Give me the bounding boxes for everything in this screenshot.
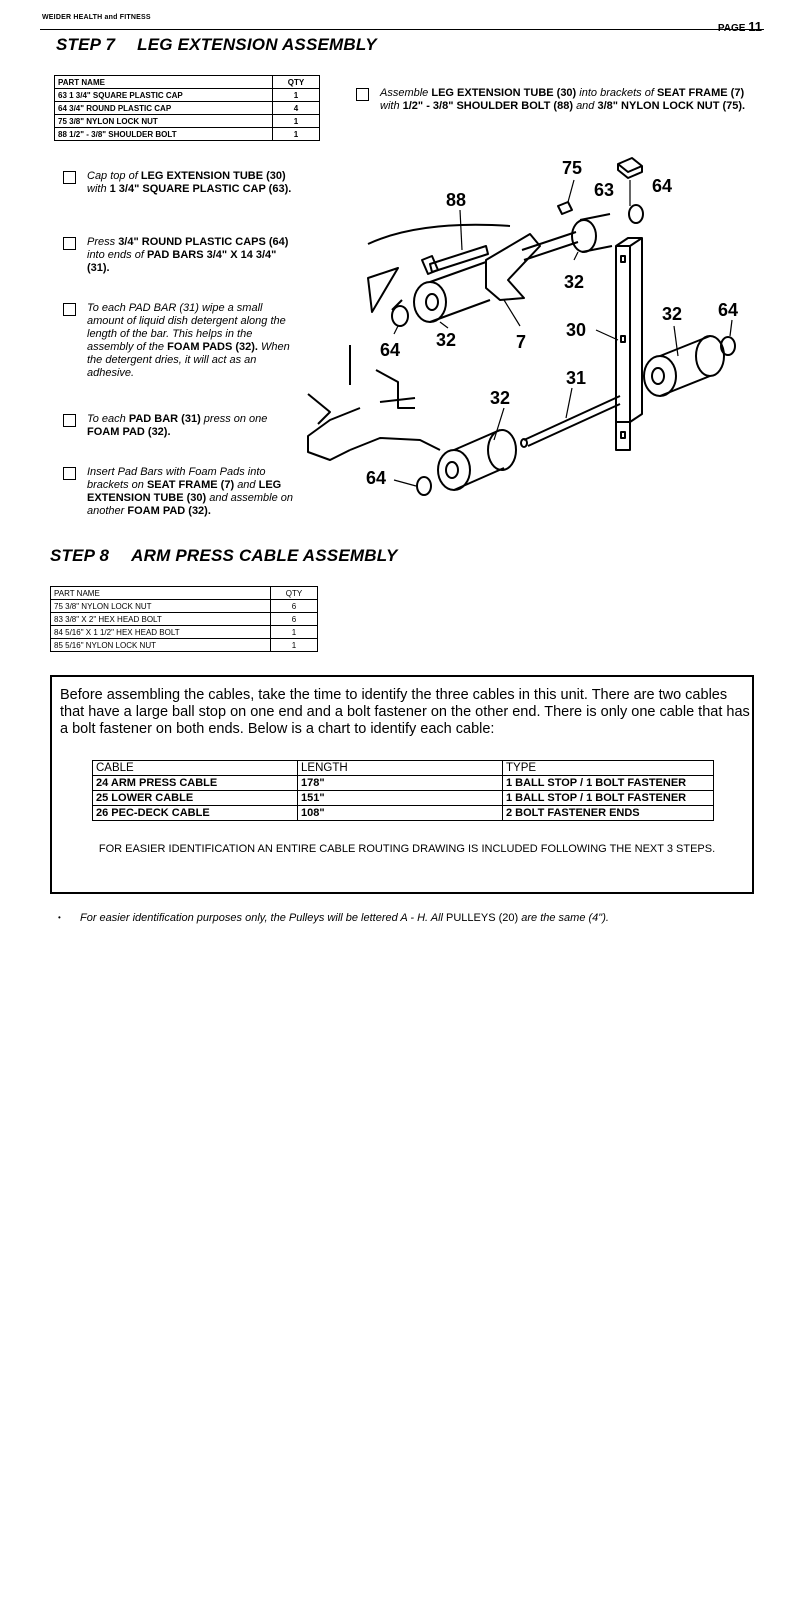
tube-hole bbox=[621, 256, 625, 262]
foam-pad bbox=[572, 220, 596, 252]
step7-title: LEG EXTENSION ASSEMBLY bbox=[137, 35, 377, 54]
leader-line bbox=[566, 388, 572, 418]
leader-line bbox=[596, 330, 618, 340]
leader-line bbox=[394, 480, 416, 486]
callout-32: 32 bbox=[436, 330, 457, 350]
checkbox[interactable] bbox=[63, 303, 76, 316]
cable-type: 1 BALL STOP / 1 BOLT FASTENER bbox=[503, 776, 714, 791]
table-row bbox=[93, 791, 714, 806]
square-cap bbox=[618, 158, 642, 172]
pad-bar-end bbox=[521, 439, 527, 447]
instruction-assemble: Assemble LEG EXTENSION TUBE (30) into brackets of SEAT FRAME (7) with 1/2" - 3/8" SHOULDER BOLT (88) and 3/8" NYLON LOCK NUT (75). bbox=[380, 87, 748, 113]
table-row bbox=[55, 102, 320, 115]
step8-number: STEP 8 bbox=[50, 546, 110, 565]
part-name: 75 3/8" NYLON LOCK NUT bbox=[51, 600, 271, 613]
step7-number: STEP 7 bbox=[56, 35, 116, 54]
part-qty: 1 bbox=[273, 128, 320, 141]
leader-line bbox=[504, 300, 520, 326]
brand-name: WEIDER HEALTH and FITNESS bbox=[42, 14, 151, 21]
cable-info-text: Before assembling the cables, take the time to identify the three cables in this unit. There are two cables that have a large ball stop on one end and a bolt fastener on the other end. There is only one cable that has a bolt fastener on both ends. Below is a chart to identify each cable: bbox=[60, 687, 750, 737]
table-header: QTY bbox=[271, 587, 318, 600]
table-header: CABLE bbox=[93, 761, 298, 776]
step8-title: ARM PRESS CABLE ASSEMBLY bbox=[131, 546, 398, 565]
instruction-wipe: To each PAD BAR (31) wipe a small amount of liquid dish detergent along the length of the bar. This helps in the assembly of the FOAM PADS (32). When the detergent dries, it will act as an adhesive. bbox=[87, 302, 299, 380]
shoulder-bolt bbox=[430, 246, 488, 272]
leg-extension-diagram bbox=[290, 150, 770, 530]
bullet: • bbox=[58, 913, 61, 922]
part-name: 75 3/8" NYLON LOCK NUT bbox=[55, 115, 273, 128]
table-header: TYPE bbox=[503, 761, 714, 776]
pad-end bbox=[426, 294, 438, 310]
cable-routing-note: FOR EASIER IDENTIFICATION AN ENTIRE CABLE ROUTING DRAWING IS INCLUDED FOLLOWING THE NEXT 3 STEPS. bbox=[98, 843, 716, 855]
leader-line bbox=[440, 322, 448, 328]
cable-name: 26 PEC-DECK CABLE bbox=[93, 806, 298, 821]
step7-parts-table bbox=[54, 75, 320, 141]
table-row bbox=[55, 89, 320, 102]
cable-table bbox=[92, 760, 714, 821]
checkbox[interactable] bbox=[63, 414, 76, 427]
tube-hole bbox=[621, 432, 625, 438]
part-qty: 6 bbox=[271, 613, 318, 626]
table-row bbox=[55, 128, 320, 141]
frame-bracket bbox=[368, 268, 398, 312]
foam-pad bbox=[454, 430, 504, 490]
cable-type: 1 BALL STOP / 1 BOLT FASTENER bbox=[503, 791, 714, 806]
table-header: PART NAME bbox=[51, 587, 271, 600]
leader-line bbox=[730, 320, 732, 336]
foam-pad bbox=[488, 430, 516, 470]
leader-line bbox=[574, 252, 578, 260]
leader-line bbox=[674, 326, 678, 356]
callout-75: 75 bbox=[562, 158, 583, 178]
callout-32: 32 bbox=[662, 304, 683, 324]
table-row bbox=[51, 600, 318, 613]
checkbox[interactable] bbox=[63, 171, 76, 184]
step7-heading bbox=[56, 35, 377, 55]
tube-end bbox=[616, 422, 630, 450]
part-qty: 4 bbox=[273, 102, 320, 115]
cable-length: 151" bbox=[298, 791, 503, 806]
instruction-pad: To each PAD BAR (31) press on one FOAM PAD (32). bbox=[87, 413, 299, 439]
callout-88: 88 bbox=[446, 190, 467, 210]
header-rule bbox=[40, 29, 764, 30]
part-qty: 1 bbox=[273, 89, 320, 102]
checkbox[interactable] bbox=[63, 467, 76, 480]
table-header: LENGTH bbox=[298, 761, 503, 776]
table-header-row bbox=[55, 76, 320, 89]
part-qty: 1 bbox=[271, 639, 318, 652]
foam-pad bbox=[644, 356, 676, 396]
table-header-row bbox=[51, 587, 318, 600]
table-header-row bbox=[93, 761, 714, 776]
instruction-press: Press 3/4" ROUND PLASTIC CAPS (64) into ends of PAD BARS 3/4" X 14 3/4" (31). bbox=[87, 236, 299, 275]
callout-32: 32 bbox=[564, 272, 585, 292]
callout-64: 64 bbox=[380, 340, 401, 360]
table-row bbox=[93, 806, 714, 821]
round-cap bbox=[629, 205, 643, 223]
frame-line bbox=[308, 408, 360, 460]
table-header: PART NAME bbox=[55, 76, 273, 89]
foam-pad bbox=[696, 336, 724, 376]
callout-64: 64 bbox=[718, 300, 739, 320]
leg-extension-tube bbox=[616, 238, 642, 246]
table-row bbox=[51, 613, 318, 626]
leader-line bbox=[568, 180, 574, 202]
callout-30: 30 bbox=[566, 320, 587, 340]
pulley-note: For easier identification purposes only, the Pulleys will be lettered A - H. All PULLEYS (20) are the same (4"). bbox=[80, 912, 609, 924]
lock-nut bbox=[558, 202, 572, 214]
callout-64: 64 bbox=[652, 176, 673, 196]
instruction-cap: Cap top of LEG EXTENSION TUBE (30) with 1 3/4" SQUARE PLASTIC CAP (63). bbox=[87, 170, 299, 196]
leg-extension-tube bbox=[630, 238, 642, 422]
cable-type: 2 BOLT FASTENER ENDS bbox=[503, 806, 714, 821]
step8-parts-table bbox=[50, 586, 318, 652]
callout-32: 32 bbox=[490, 388, 511, 408]
step8-heading bbox=[50, 546, 398, 566]
page-number-value: 11 bbox=[748, 19, 762, 34]
callout-63: 63 bbox=[594, 180, 615, 200]
leader-line bbox=[460, 210, 462, 250]
part-name: 84 5/16" X 1 1/2" HEX HEAD BOLT bbox=[51, 626, 271, 639]
foam-pad bbox=[414, 282, 446, 322]
part-name: 88 1/2" - 3/8" SHOULDER BOLT bbox=[55, 128, 273, 141]
pad-end bbox=[446, 462, 458, 478]
page-number bbox=[718, 19, 762, 34]
part-qty: 6 bbox=[271, 600, 318, 613]
cable-name: 24 ARM PRESS CABLE bbox=[93, 776, 298, 791]
part-name: 64 3/4" ROUND PLASTIC CAP bbox=[55, 102, 273, 115]
leg-extension-tube bbox=[616, 246, 630, 422]
cable-length: 178" bbox=[298, 776, 503, 791]
part-name: 83 3/8" X 2" HEX HEAD BOLT bbox=[51, 613, 271, 626]
pad-end bbox=[652, 368, 664, 384]
table-row bbox=[55, 115, 320, 128]
table-header: QTY bbox=[273, 76, 320, 89]
part-name: 63 1 3/4" SQUARE PLASTIC CAP bbox=[55, 89, 273, 102]
pad-bar bbox=[524, 396, 620, 446]
page-label: PAGE bbox=[717, 23, 746, 34]
part-qty: 1 bbox=[273, 115, 320, 128]
foam-pad bbox=[660, 336, 710, 396]
round-cap bbox=[417, 477, 431, 495]
leader-line bbox=[394, 326, 398, 334]
checkbox[interactable] bbox=[356, 88, 369, 101]
frame-line bbox=[350, 438, 440, 450]
checkbox[interactable] bbox=[63, 237, 76, 250]
cap-line bbox=[392, 300, 402, 310]
table-row bbox=[93, 776, 714, 791]
cable-name: 25 LOWER CABLE bbox=[93, 791, 298, 806]
callout-64: 64 bbox=[366, 468, 387, 488]
frame-line bbox=[308, 394, 330, 424]
table-row bbox=[51, 626, 318, 639]
table-row bbox=[51, 639, 318, 652]
callout-7: 7 bbox=[516, 332, 527, 352]
foam-pad bbox=[430, 262, 490, 322]
tube-hole bbox=[621, 336, 625, 342]
seat-frame-arc bbox=[368, 225, 510, 244]
seat-frame-bracket bbox=[486, 234, 540, 300]
leader-line bbox=[494, 408, 504, 440]
part-qty: 1 bbox=[271, 626, 318, 639]
part-name: 85 5/16" NYLON LOCK NUT bbox=[51, 639, 271, 652]
instruction-insert: Insert Pad Bars with Foam Pads into brackets on SEAT FRAME (7) and LEG EXTENSION TUBE (30) and assemble on another FOAM PAD (32). bbox=[87, 466, 299, 518]
callout-31: 31 bbox=[566, 368, 587, 388]
cable-length: 108" bbox=[298, 806, 503, 821]
